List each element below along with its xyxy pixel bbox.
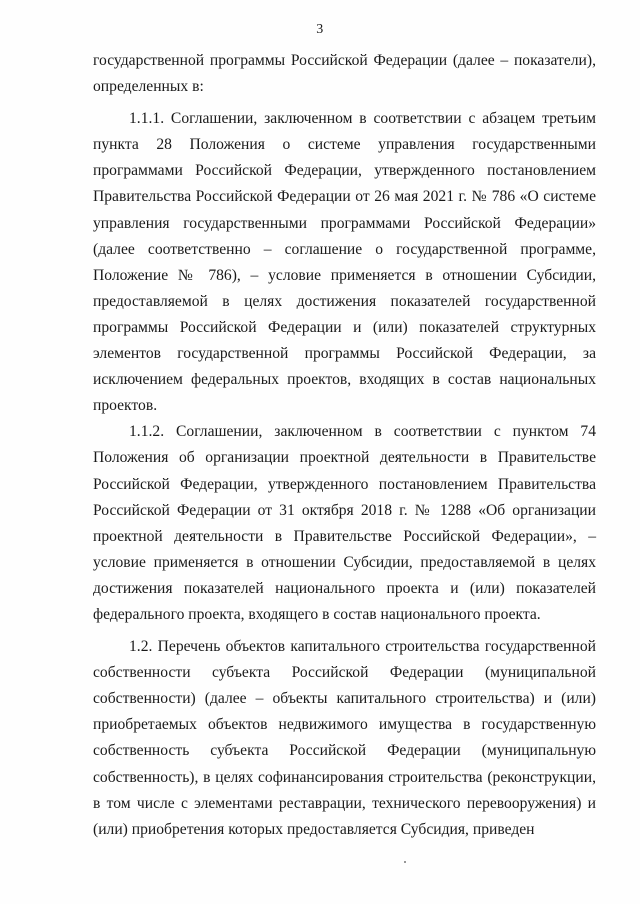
paragraph-item-1-1-1: 1.1.1. Соглашении, заключенном в соответствии с абзацем третьим пункта 28 Положения о системе управления государственными программами Российской Федерации, утвержденного постановлением Правительства Российской Федерации от 26 мая 2021 г. № 786 «О системе управления государственными программами Российской Федерации» (далее соответственно – соглашение о государственной программе, Положение № 786), – условие применяется в отношении Субсидии, предоставляемой в целях достижения показателей государственной программы Российской Федерации и (или) показателей структурных элементов государственной программы Российской Федерации, за исключением федеральных проектов, входящих в состав национальных проектов. [93,110,596,415]
paragraph-item-1-1-2: 1.1.2. Соглашении, заключенном в соответствии с пунктом 74 Положения об организации проектной деятельности в Правительстве Российской Федерации, утвержденного постановлением Правительства Российской Федерации от 31 октября 2018 г. № 1288 «Об организации проектной деятельности в Правительстве Российской Федерации», – условие применяется в отношении Субсидии, предоставляемой в целях достижения показателей национального проекта и (или) показателей федерального проекта, входящего в состав национального проекта. [93,423,596,623]
document-body [93,48,596,843]
scan-speck [150,700,152,702]
scan-speck [404,861,406,863]
page-number: 3 [316,22,324,37]
paragraph-continuation: государственной программы Российской Федерации (далее – показатели), определенных в: [93,52,596,96]
paragraph-item-1-2: 1.2. Перечень объектов капитального строительства государственной собственности субъекта Российской Федерации (муниципальной собственности) (далее – объекты капитального строительства) и (или) приобретаемых объектов недвижимого имущества в государственную собственность субъекта Российской Федерации (муниципальную собственность), в целях софинансирования строительства (реконструкции, в том числе с элементами реставрации, технического перевооружения) и (или) приобретения которых предоставляется Субсидия, приведен [93,638,596,838]
